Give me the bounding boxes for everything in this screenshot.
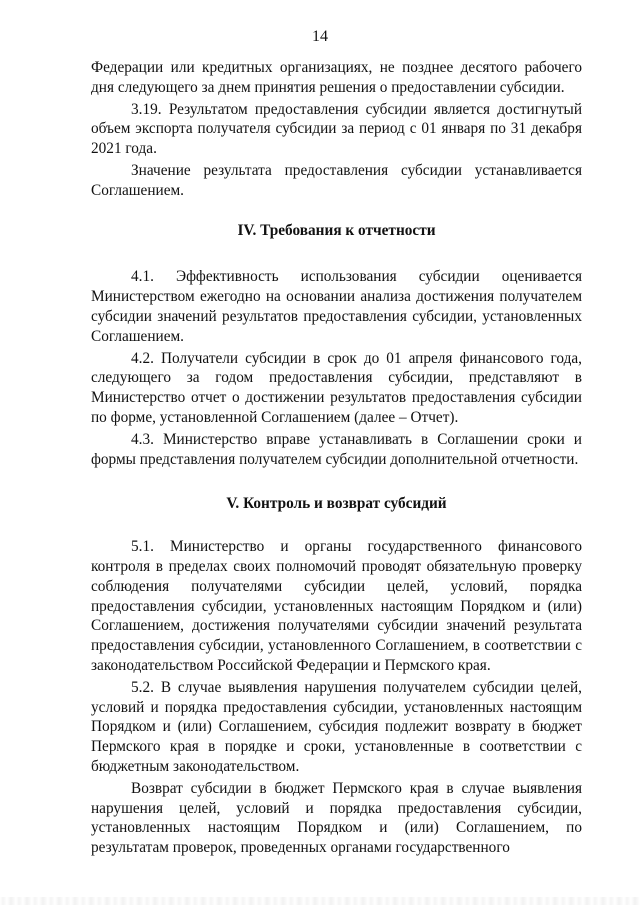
paragraph-4-1: 4.1. Эффективность использования субсидии оценивается Министерством ежегодно на основании анализа достижения получателем субсидии значений результатов предоставления субсидии, установленных Соглашением. [91, 268, 582, 345]
paragraph-5-2: 5.2. В случае выявления нарушения получателем субсидии целей, условий и порядка предоставления субсидии, установленных настоящим Порядком и (или) Соглашением, субсидия подлежит возврату в бюджет Пермского края в порядке и сроки, установленные в соответствии с бюджетным законодательством. [91, 678, 582, 775]
document-body [91, 58, 582, 858]
paragraph-5-1: 5.1. Министерство и органы государственного финансового контроля в пределах своих полномочий проводят обязательную проверку соблюдения получателями субсидии целей, условий, порядка предоставления субсидии, установленных настоящим Порядком и (или) Соглашением, достижения получателями субсидии значений результата предоставления субсидии, установленного Соглашением, в соответствии с законодательством Российской Федерации и Пермского края. [91, 538, 582, 674]
paragraph-3-19-value: Значение результата предоставления субсидии устанавливается Соглашением. [91, 161, 582, 199]
paragraph-3-19: 3.19. Результатом предоставления субсидии является достигнутый объем экспорта получателя субсидии за период с 01 января по 31 декабря 2021 года. [91, 100, 582, 158]
scan-bottom-edge [0, 897, 640, 905]
section-5-heading: V. Контроль и возврат субсидий [226, 495, 447, 513]
paragraph-4-3: 4.3. Министерство вправе устанавливать в Соглашении сроки и формы представления получателем субсидии дополнительной отчетности. [91, 430, 582, 468]
paragraph-4-2: 4.2. Получатели субсидии в срок до 01 апреля финансового года, следующего за годом предоставления субсидии, представляют в Министерство отчет о достижении результатов предоставления субсидии по форме, установленной Соглашением (далее – Отчет). [91, 349, 582, 426]
paragraph-5-2-return: Возврат субсидии в бюджет Пермского края в случае выявления нарушения целей, условий и порядка предоставления субсидии, установленных настоящим Порядком и (или) Соглашением, по результатам проверок, проведенных органами государственного [91, 779, 582, 857]
page-number: 14 [312, 28, 328, 45]
section-4-heading: IV. Требования к отчетности [237, 221, 436, 239]
paragraph-3-18-continuation: Федерации или кредитных организациях, не позднее десятого рабочего дня следующего за днем принятия решения о предоставлении субсидии. [91, 59, 582, 96]
